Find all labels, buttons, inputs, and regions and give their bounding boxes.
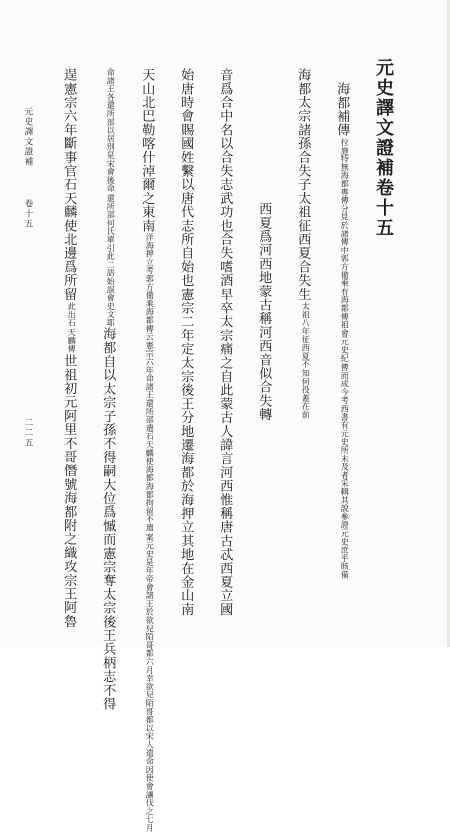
annotation-line-b: 天麟傳 xyxy=(67,327,77,353)
annotation-pair xyxy=(335,138,348,579)
margin-book-title: 元史譯文證補 xyxy=(23,107,33,167)
main-text: 逞憲宗六年斷事官石天麟使北邊爲所留 xyxy=(61,68,77,301)
text-column-4: 音爲合中名以合失志武功也合失嗜酒早卒太宗痛之自此蒙古人諱言河西惟稱唐古忒西夏立國 xyxy=(217,68,233,616)
annotation-line-b: 傳而成今考西書有元史所未及者采輯其說參證元史庶乎賅備 xyxy=(340,362,350,579)
annotation-pair xyxy=(101,68,114,326)
chapter-title: 元史譯文證補卷十五 xyxy=(373,58,394,238)
text-column-6 xyxy=(139,56,155,832)
annotation-line-a: 太祖八年征西夏不 xyxy=(301,301,311,369)
annotation-line-a: 洋海押立考郭方備乘海都傳云憲宗六年命諸王還所部遺石天麟使海都海都拘留不遣 xyxy=(145,233,155,533)
section-heading: 海都補傳 xyxy=(334,82,350,137)
annotation-pair xyxy=(296,302,309,419)
text-column-7 xyxy=(100,56,116,711)
main-text: 海都自以太宗子孫不得嗣大位爲慽而憲宗奪太宗後王兵柄志不得 xyxy=(100,327,116,711)
annotation-line-a: 此出石 xyxy=(67,301,77,327)
annotation-pair xyxy=(62,302,75,353)
text-column-2 xyxy=(296,56,309,598)
text-column-3: 西夏爲河西地蒙古稱河西音似合失轉 xyxy=(256,202,272,422)
annotation-line-a: 拉施特無海都專傳分見於諸傳中郭方備乘有海都傳祖會元史紀 xyxy=(340,137,350,362)
annotation-line-a: 命諸王各還所部以居別是宋會後命 xyxy=(106,68,116,193)
text-column-8 xyxy=(61,56,77,628)
annotation-line-b: 案元史是年帝會諸王於欲兒陌哥都六月幸欲兒陌哥都以宋人遣命因使會讓伐之七月 xyxy=(145,533,155,832)
annotation-line-b: 知何役蓋在前 xyxy=(301,369,311,420)
text-column-1 xyxy=(335,56,348,612)
text-column-5: 始唐時會賜國姓繫以唐代志所自始也憲宗二年定太宗後王分地遷海都於海押立其地在金山南 xyxy=(178,68,194,616)
margin-volume: 卷十五 xyxy=(23,199,33,229)
main-text: 海都太宗諸孫合失子太祖征西夏合失生 xyxy=(295,68,311,301)
main-text: 天山北巴勒喀什淖爾之東南 xyxy=(139,68,155,233)
vertical-text-block xyxy=(61,56,394,832)
annotation-pair xyxy=(140,233,153,832)
annotation-line-b: 還所部何氏單引此二語始誤會史文耶 xyxy=(106,193,116,327)
main-text-tail: 世祖初元阿里不哥僭號海都附之織攻宗王阿魯 xyxy=(61,353,77,628)
page-number: 二二五 xyxy=(23,418,33,448)
